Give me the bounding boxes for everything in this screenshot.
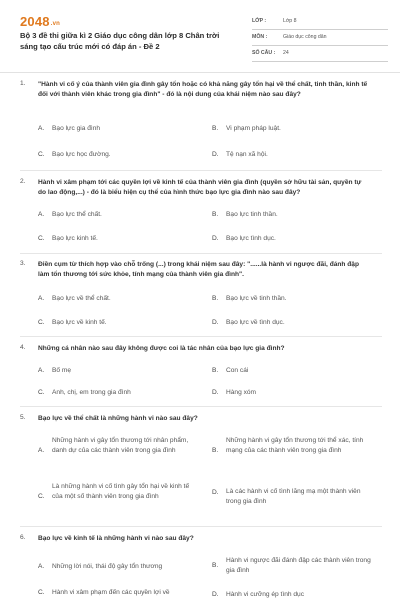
question-number: 1.	[20, 80, 26, 87]
question-divider	[20, 336, 382, 337]
meta-info	[252, 14, 388, 62]
question-divider	[20, 526, 382, 527]
question-number: 6.	[20, 534, 26, 541]
question-text: "Hành vi cố ý của thành viên gia đình gây tổn hoặc có khả năng gây tổn hại về thể chất, tinh thần, kinh tế đối với thành viên khác trong gia đình" - đó là nội dung của khái niệm nào sau đây?	[38, 81, 368, 99]
question-text: Bạo lực về thể chất là những hành vi nào sau đây?	[38, 415, 198, 422]
question-divider	[20, 253, 382, 254]
question-text: Điền cụm từ thích hợp vào chỗ trống (...) trong khái niệm sau đây: "......là hành vi ngược đãi, đánh đập làm tổn thương tới sức khỏe, tính mạng của thành viên gia đình".	[38, 261, 359, 279]
meta-subject-value: Giáo dục công dân	[283, 34, 327, 40]
meta-subject-label: MÔN :	[252, 34, 268, 40]
question-number: 4.	[20, 344, 26, 351]
logo-suffix: .vn	[50, 21, 61, 27]
meta-subject-row	[252, 30, 388, 46]
meta-class-row	[252, 14, 388, 30]
question-divider	[20, 406, 382, 407]
logo-brand: 2048	[20, 14, 50, 29]
question-number: 3.	[20, 260, 26, 267]
meta-count-value: 24	[283, 50, 289, 56]
meta-class-label: LỚP :	[252, 18, 267, 24]
question-divider	[20, 170, 382, 171]
document-title: Bộ 3 đề thi giữa kì 2 Giáo dục công dân lớp 8 Chân trời sáng tạo cấu trúc mới có đáp án - Đề 2	[20, 31, 220, 51]
header-divider	[0, 72, 400, 73]
question-text: Những cá nhân nào sau đây không được coi là tác nhân của bạo lực gia đình?	[38, 345, 285, 352]
question-text: Bạo lực về kinh tế là những hành vi nào sau đây?	[38, 535, 194, 542]
question-text: Hành vi xâm phạm tới các quyền lợi về kinh tế của thành viên gia đình (quyền sở hữu tài sản, quyền tự do lao động,...) - đó là biểu hiện cụ thể của hình thức bạo lực gia đình nào sau đây?	[38, 179, 362, 197]
site-logo[interactable]	[20, 14, 60, 29]
question-number: 2.	[20, 178, 26, 185]
meta-count-row	[252, 46, 388, 62]
meta-class-value: Lớp 8	[283, 18, 297, 24]
meta-count-label: SỐ CÂU :	[252, 50, 276, 56]
page-header	[0, 0, 400, 64]
question-number: 5.	[20, 414, 26, 421]
